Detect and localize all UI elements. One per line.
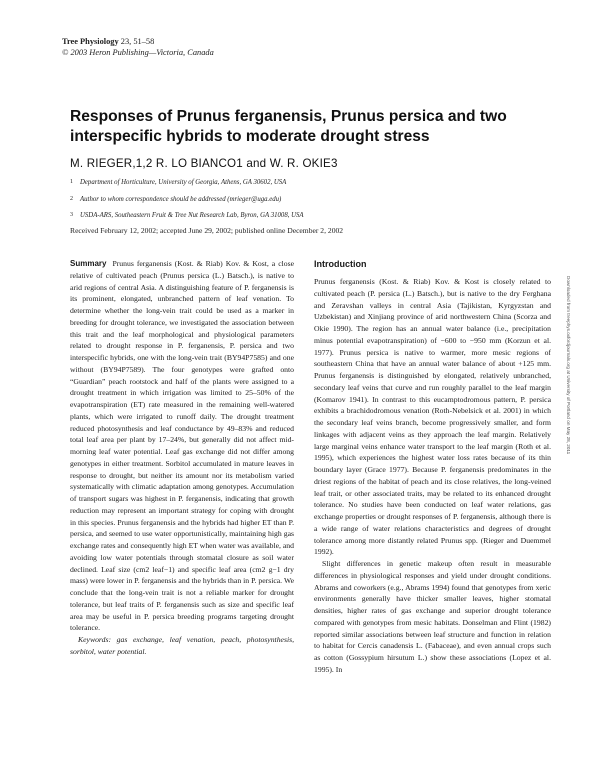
authors: M. RIEGER,1,2 R. LO BIANCO1 and W. R. OKIE3 (70, 157, 338, 170)
affiliation-2 (70, 195, 540, 205)
download-note: Downloaded from treephys.oxfordjournals.org at University of Portland on May 28, 2011 (566, 276, 571, 455)
affiliation-1 (70, 178, 540, 188)
affiliation-text: Department of Horticulture, University of Georgia, Athens, GA 30602, USA (80, 179, 287, 186)
summary-text: Prunus ferganensis (Kost. & Riab) Kov. & Kost, a close relative of cultivated peach (Prunus persica (L.) Batsch.), is native to arid regions of central Asia. A distinguishing feature of P. ferganensis is its prominent, elongated, unbranched pattern of leaf venation. To determine whether the long-vein trait could be used as a marker in breeding for drought tolerance, we investigated the association between this trait and the leaf morphological and physiological parameters related to drought response in P. ferganensis, P. persica and two interspecific hybrids, one with the long-vein trait (BY94P7585) and one without (BY94P7589). The four genotypes were grafted onto “Guardian” peach rootstock and half of the plants were assigned to a drought treatment in which irrigation was limited to 25–50% of the evapotranspiration (ET) rate measured in the remaining well-watered plants, which were irrigated to runoff daily. The drought treatment reduced photosynthesis and leaf conductance by 49–83% and reduced total leaf area per plant by 17–24%, but generally did not affect mid-morning leaf water potential. Leaf gas exchange did not differ among genotypes in either treatment. Sorbitol accumulated in mature leaves in response to drought, but neither its amount nor its metabolism varied systematically with climatic adaptation among genotypes. Accumulation of transport sugars was highest in P. ferganensis, indicating that growth reduction may represent an important strategy for coping with drought in this species. Prunus ferganensis and the hybrids had higher ET than P. persica, and seemed to use water opportunistically, maintaining high gas exchange rates and consequently high ET when water was available, and avoiding low water potentials through stomatal closure as soil water declined. Leaf size (cm2 leaf−1) and specific leaf area (cm2 g−1 dry mass) were lower in P. ferganensis and the hybrids than in P. persica. We conclude that the long-vein trait is not a reliable marker for drought tolerance, but leaf traits of P. ferganensis such as size and specific leaf area may be useful in P. persica breeding programs targeting drought tolerance. (70, 259, 294, 633)
journal-copyright: © 2003 Heron Publishing—Victoria, Canada (62, 48, 214, 57)
affiliation-text: USDA-ARS, Southeastern Fruit & Tree Nut Research Lab, Byron, GA 31008, USA (80, 212, 304, 219)
introduction-column (314, 258, 551, 676)
download-watermark (562, 276, 574, 676)
affiliations (70, 178, 540, 228)
journal-header (62, 36, 214, 58)
affiliation-number: 2 (70, 195, 73, 202)
summary-paragraph (70, 258, 294, 634)
keywords: Keywords: gas exchange, leaf venation, peach, photosynthesis, sorbitol, water potential. (70, 635, 294, 656)
journal-volume: 23, 51–58 (120, 37, 155, 46)
paper-title: Responses of Prunus ferganensis, Prunus persica and two interspecific hybrids to moderate drought stress (70, 108, 507, 145)
journal-name: Tree Physiology (62, 37, 119, 46)
abstract-column (70, 258, 294, 658)
affiliation-number: 1 (70, 179, 73, 185)
affiliation-number: 3 (70, 212, 73, 218)
introduction-paragraph-1: Prunus ferganensis (Kost. & Riab) Kov. & Kost is closely related to cultivated peach (P. persica (L.) Batsch.), but is native to the dry Ferghana and Zeravshan valleys in central Asia (Tajikistan, Kyrgyzstan and Uzbekistan) and Xinjiang province of arid northwestern China (Scorza and Okie 1990). The region has an annual water balance (i.e., precipitation minus potential evapotranspiration) of −600 to −950 mm (Korzun et al. 1977). Prunus persica is native to warmer, more mesic regions of southeastern China that have an annual water balance of about +125 mm. Prunus ferganensis is distinguished by elongated, relatively unbranched, secondary leaf veins that curve and run roughly parallel to the leaf margin (Komarov 1941). In contrast to this eucamptodromous pattern, P. persica exhibits a brachidodromous venation (Roth-Nebelsick et al. 2001) in which the secondary leaf veins branch, become progressively smaller, and form linkages with adjacent veins as they approach the leaf margin. Relatively large marginal veins enhance water transport to the leaf margin (Roth et al. 1995), which experiences the highest water loss rates because of its thin boundary layer (Grace 1977). Because P. ferganensis predominates in the driest regions of the habitat of peach and its close relatives, the long-veined leaf trait, or other associated traits, may be related to its enhanced drought tolerance. No studies have been conducted on leaf water relations, gas exchange properties or drought responses of P. ferganensis, although there is a wide range of water relations characteristics and degrees of drought tolerance among more distantly related Prunus spp. (Rieger and Duemmel 1992). (314, 277, 551, 557)
summary-label: Summary (70, 259, 107, 268)
introduction-paragraph-2: Slight differences in genetic makeup often result in measurable differences in physiological responses and yield under drought conditions. Abrams and coworkers (e.g., Abrams 1994) found that genotypes from xeric environments generally have thicker smaller leaves, higher stomatal densities, higher rates of gas exchange and superior drought tolerance compared with genotypes from mesic habitats. Donselman and Flint (1982) reported similar associations between leaf structure and function in relation to habitat for Cercis canadensis L. (Fabaceae), and even annual crops such as cotton (Gossypium hirsutum L.) show these associations (Lopez et al. 1995). In (314, 559, 551, 674)
affiliation-3 (70, 211, 540, 221)
introduction-heading: Introduction (314, 259, 367, 269)
affiliation-text: Author to whom correspondence should be addressed (mrieger@uga.edu) (80, 195, 282, 203)
received-dates: Received February 12, 2002; accepted June 29, 2002; published online December 2, 2002 (70, 226, 344, 235)
